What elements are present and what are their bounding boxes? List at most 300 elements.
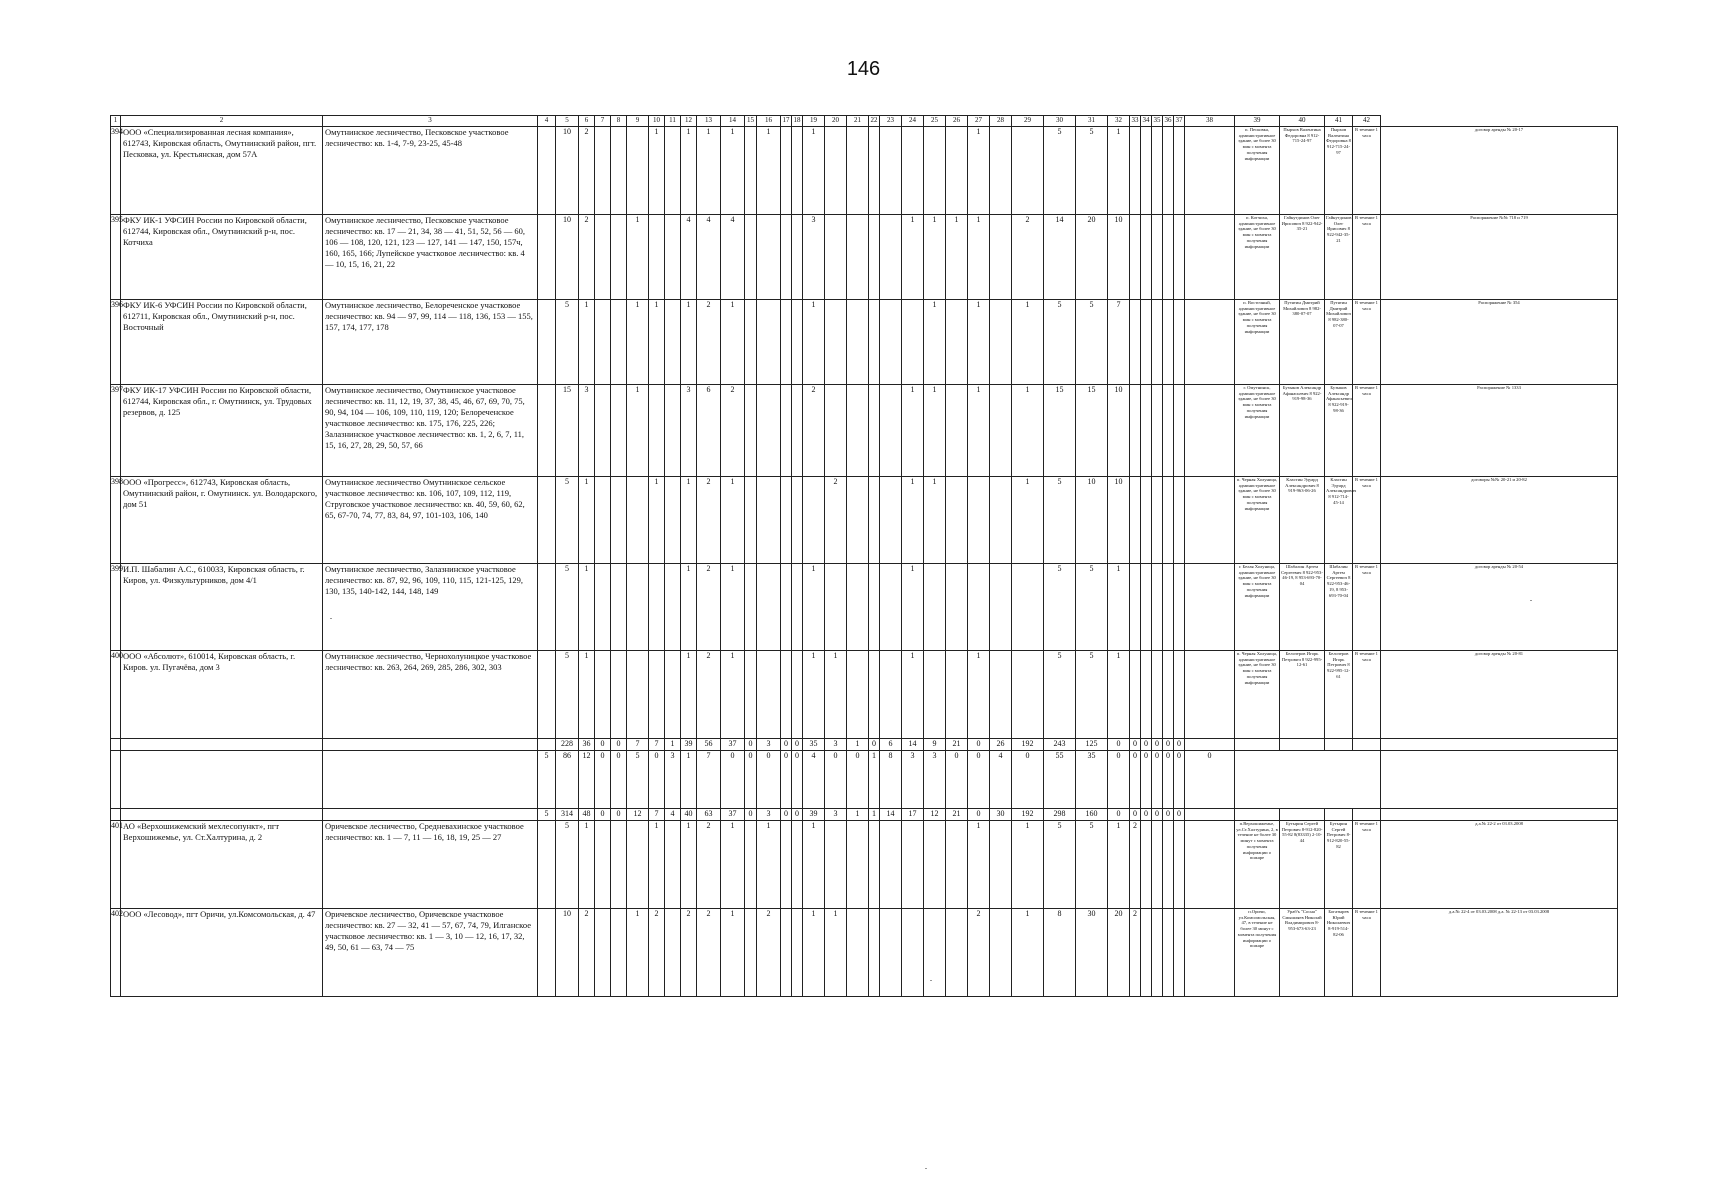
all-districts-value: 55 [1044,751,1076,809]
resource-count [1163,651,1174,739]
all-districts-value: 0 [825,751,847,809]
resource-count: 3 [579,385,595,477]
table-body [111,116,1618,997]
resource-count: 1 [649,821,665,909]
resource-count: 2 [1012,215,1044,300]
column-number: 40 [1280,116,1325,127]
resource-count: 10 [1108,385,1130,477]
resource-count [595,821,611,909]
resource-count [757,564,781,651]
resource-count: 5 [556,651,579,739]
resource-count [595,385,611,477]
subtotal-value: 1 [665,739,681,751]
resource-count [902,821,924,909]
resource-count [1141,909,1152,997]
column-number: 6 [579,116,595,127]
total-value: 0 [1174,809,1185,821]
resource-count [1163,127,1174,215]
resource-count [595,127,611,215]
empty-cell [1280,739,1325,751]
all-districts-value: 0 [1012,751,1044,809]
deployment-point: п.Оричи, ул.Комсомольская, 47, в течение не более 30 минут с момента получения информации о пожаре [1235,909,1280,997]
resource-count [847,564,869,651]
responsible-person: Гайнутдинов Олег Ирисович 8 922-942-35-21 [1280,215,1325,300]
location-cell: Омутнинское лесничество Омутнинское сельское участковое лесничество: кв. 106, 107, 109, 112, 119, Струговское участковое лесничество: кв. 40, 59, 60, 62, 65, 67-70, 74, 77, 83, 84, 97, 101-103, 106, 140 [323,477,538,564]
resource-count: 1 [968,215,990,300]
resource-count: 15 [1076,385,1108,477]
subtotal-value: 0 [1163,739,1174,751]
empty-cell [111,751,121,809]
resource-count [627,821,649,909]
column-number: 30 [1044,116,1076,127]
subtotal-value: 0 [1152,739,1163,751]
contact-person: Бутырин Сергей Петрович 8-912-820-55-82 [1325,821,1353,909]
resource-count: 1 [721,300,745,385]
resource-count [781,215,792,300]
resource-count: 2 [757,909,781,997]
resource-count [869,127,880,215]
resource-count: 5 [1044,477,1076,564]
resource-count [665,651,681,739]
location-cell: Омутнинское лесничество, Чернохолуницкое участковое лесничество: кв. 263, 264, 269, 285, 286, 302, 303 [323,651,538,739]
location-cell: Омутнинское лесничество, Песковское участковое лесничество: кв. 1-4, 7-9, 23-25, 45-48 [323,127,538,215]
empty-cell [1325,809,1353,821]
resource-count: 4 [681,215,697,300]
basis-document: Распоряжение № 354 [1381,300,1618,385]
resource-count [946,477,968,564]
resource-count [1130,651,1141,739]
deployment-point: п. Черная Холуница, административное здание, не более 30 мин с момента получения информации [1235,651,1280,739]
resource-count [880,385,902,477]
column-number: 10 [649,116,665,127]
basis-document: Распоряжение № 1333 [1381,385,1618,477]
resource-count [745,909,757,997]
empty-cell [1235,739,1280,751]
resource-count [880,127,902,215]
resource-count: 1 [627,385,649,477]
resource-count: 1 [1012,477,1044,564]
resource-count [847,651,869,739]
resource-count [792,909,803,997]
contact-person: Шабалин Артем Сергеевич 8 922-953-46-19, 8 953-693-70-04 [1325,564,1353,651]
all-districts-value: 35 [1076,751,1108,809]
resource-count [880,300,902,385]
resource-count [665,477,681,564]
resource-count [847,909,869,997]
column-number: 27 [968,116,990,127]
resource-count: 5 [1044,651,1076,739]
column-number: 11 [665,116,681,127]
table-row [111,477,1618,564]
resource-count [792,477,803,564]
all-districts-value: 3 [665,751,681,809]
resource-count [1185,909,1235,997]
column-number: 4 [538,116,556,127]
resource-count [792,651,803,739]
basis-document: договоры №№ 20-21 и 20-82 [1381,477,1618,564]
resource-count: 1 [1012,385,1044,477]
resource-count [1130,300,1141,385]
column-number: 36 [1163,116,1174,127]
column-number: 20 [825,116,847,127]
total-value: 0 [1152,809,1163,821]
all-districts-value: 8 [880,751,902,809]
resource-count [1163,215,1174,300]
resource-count [781,821,792,909]
basis-document: договор аренды № 20-81 [1381,651,1618,739]
column-number: 2 [121,116,323,127]
all-districts-value: 0 [847,751,869,809]
forest-fire-resources-table [110,115,1618,997]
all-districts-value: 86 [556,751,579,809]
empty-cell [121,809,323,821]
resource-count: 1 [902,564,924,651]
responsible-person: Пырхов Валентина Федоровна 8 912-715-24-97 [1280,127,1325,215]
resource-count [1174,909,1185,997]
resource-count [869,477,880,564]
total-value: 63 [697,809,721,821]
total-value: 1 [847,809,869,821]
resource-count: 14 [1044,215,1076,300]
resource-count: 15 [1044,385,1076,477]
total-value: 0 [1108,809,1130,821]
resource-count [595,564,611,651]
resource-count [880,477,902,564]
resource-count [611,127,627,215]
resource-count [825,300,847,385]
resource-count: 1 [757,821,781,909]
resource-count [1174,821,1185,909]
column-number: 22 [869,116,880,127]
resource-count [538,651,556,739]
response-time: В течение 1 часа [1353,821,1381,909]
subtotal-value: 7 [649,739,665,751]
resource-count: 1 [721,564,745,651]
total-value: 21 [946,809,968,821]
resource-count: 2 [579,127,595,215]
resource-count [781,651,792,739]
total-value: 3 [825,809,847,821]
column-number: 19 [803,116,825,127]
resource-count: 2 [697,300,721,385]
resource-count: 1 [803,300,825,385]
resource-count [825,127,847,215]
resource-count [757,477,781,564]
resource-count: 1 [681,127,697,215]
resource-count: 2 [681,909,697,997]
resource-count [1152,300,1163,385]
all-districts-value: 1 [869,751,880,809]
total-value: 39 [803,809,825,821]
subtotal-value [1185,739,1235,751]
column-number: 18 [792,116,803,127]
resource-count [880,215,902,300]
resource-count [781,477,792,564]
empty-cell [1353,739,1381,751]
resource-count [1012,651,1044,739]
resource-count: 1 [697,127,721,215]
row-number: 399 [111,564,121,651]
resource-count [595,215,611,300]
all-districts-value: 3 [924,751,946,809]
resource-count: 2 [803,385,825,477]
resource-count [880,564,902,651]
resource-count [990,564,1012,651]
organization-cell: ООО «Лесовод», пгт Оричи, ул.Комсомольская, д. 47 [121,909,323,997]
resource-count: 1 [803,651,825,739]
resource-count [745,385,757,477]
column-number: 33 [1130,116,1141,127]
all-districts-value: 0 [595,751,611,809]
scan-speck [1530,600,1532,601]
contact-person: Гайнутдинов Олег Ирисович 8 922-942-35-21 [1325,215,1353,300]
organization-cell: ООО «Абсолют», 610014, Кировская область, г. Киров. ул. Пугачёва, дом 3 [121,651,323,739]
contact-person: Путятин Дмитрий Михайлович 8 982-380-07-07 [1325,300,1353,385]
subtotal-value: 36 [579,739,595,751]
resource-count [1141,215,1152,300]
all-districts-value: 0 [781,751,792,809]
resource-count [1163,909,1174,997]
row-number: 394 [111,127,121,215]
resource-count: 5 [1044,821,1076,909]
scan-speck [930,980,932,981]
resource-count [538,564,556,651]
resource-count [745,300,757,385]
subtotal-value: 26 [990,739,1012,751]
resource-count: 1 [579,564,595,651]
column-number: 35 [1152,116,1163,127]
resource-count [1174,300,1185,385]
location-cell: Омутнинское лесничество, Омутнинское участковое лесничество: кв. 11, 12, 19, 37, 38, 45, 46, 67, 69, 70, 75, 90, 94, 104 — 106, 109, 110, 119, 120; Белореченское участковое лесничество: кв. 175, 176, 225, 226; Залазнинское участковое лесничество: кв. 1, 2, 6, 7, 11, 15, 16, 27, 28, 29, 50, 57, 66 [323,385,538,477]
column-number: 25 [924,116,946,127]
column-number: 15 [745,116,757,127]
resource-count: 1 [681,821,697,909]
resource-count [825,564,847,651]
contact-person: Кластин Эдуард Александрович 8 912-714-45-14 [1325,477,1353,564]
resource-count [847,477,869,564]
resource-count [792,385,803,477]
resource-count: 5 [1076,651,1108,739]
resource-count: 10 [1076,477,1108,564]
resource-count: 2 [825,477,847,564]
column-number: 9 [627,116,649,127]
resource-count: 5 [1044,564,1076,651]
resource-count [880,909,902,997]
basis-document [1381,751,1618,809]
resource-count: 1 [968,300,990,385]
responsible-person: Бузыков Александр Афанасьевич 8 922-919-98-36 [1280,385,1325,477]
resource-count: 5 [556,821,579,909]
resource-count [847,821,869,909]
resource-count [665,909,681,997]
location-cell: Омутнинское лесничество, Белореченское участковое лесничество: кв. 94 — 97, 99, 114 — 118, 136, 153 — 155, 157, 174, 177, 178 [323,300,538,385]
table-row [111,564,1618,651]
resource-count [902,909,924,997]
resource-count: 5 [1076,127,1108,215]
resource-count [792,215,803,300]
all-districts-value: 4 [990,751,1012,809]
resource-count: 2 [649,909,665,997]
resource-count [649,215,665,300]
total-value: 0 [792,809,803,821]
resource-count [1152,215,1163,300]
total-value: 192 [1012,809,1044,821]
resource-count: 2 [697,821,721,909]
total-value [1185,809,1235,821]
deployment-point: п. Песковка, административное здание, не более 30 мин с момента получения информации [1235,127,1280,215]
contact-person: Богатырев Юрий Николаевич 8-919-514-82-06 [1325,909,1353,997]
resource-count: 1 [681,564,697,651]
resource-count [611,385,627,477]
resource-count: 8 [1044,909,1076,997]
table-row [111,127,1618,215]
resource-count [792,127,803,215]
resource-count: 7 [1108,300,1130,385]
all-districts-value: 7 [697,751,721,809]
resource-count: 2 [697,651,721,739]
resource-count [745,564,757,651]
resource-count [968,477,990,564]
subtotal-value: 39 [681,739,697,751]
resource-count: 1 [627,215,649,300]
resource-count [611,477,627,564]
organization-cell: ООО «Специализированная лесная компания», 612743, Кировская область, Омутнинский район, пгт. Песковка, ул. Крестьянская, дом 57А [121,127,323,215]
resource-count [665,215,681,300]
resource-count [538,300,556,385]
subtotal-value: 3 [825,739,847,751]
resource-count [1130,215,1141,300]
resource-count: 10 [1108,477,1130,564]
resource-count [847,385,869,477]
subtotal-label [323,739,538,751]
resource-count [946,821,968,909]
resource-count [1130,477,1141,564]
resource-count: 1 [579,651,595,739]
resource-count [649,385,665,477]
resource-count [627,564,649,651]
resource-count [1141,477,1152,564]
empty-cell [111,809,121,821]
column-number: 42 [1353,116,1381,127]
resource-count: 1 [924,477,946,564]
contact-person: Белозеров Игорь Петрович 8 922-995-12-61 [1325,651,1353,739]
resource-count [595,651,611,739]
resource-count [990,215,1012,300]
resource-count [990,477,1012,564]
resource-count [946,127,968,215]
column-number: 26 [946,116,968,127]
organization-cell: И.П. Шабалин А.С., 610033, Кировская область, г. Киров, ул. Физкультурников, дом 4/1 [121,564,323,651]
organization-cell: ФКУ ИК-17 УФСИН России по Кировской области, 612744, Кировская обл., г. Омутнинск, ул. Трудовых резервов, д. 125 [121,385,323,477]
resource-count: 1 [902,477,924,564]
resource-count [781,909,792,997]
subtotal-value: 0 [869,739,880,751]
resource-count: 20 [1076,215,1108,300]
row-number: 402 [111,909,121,997]
resource-count [611,300,627,385]
resource-count [1185,821,1235,909]
resource-count [1185,300,1235,385]
responsible-person: Кластин Эдуард Александрович 8 919-963-06-26 [1280,477,1325,564]
resource-count [1141,821,1152,909]
column-number: 28 [990,116,1012,127]
column-number: 12 [681,116,697,127]
resource-count [611,564,627,651]
total-value: 12 [924,809,946,821]
all-districts-row [111,751,1618,809]
resource-count [902,127,924,215]
resource-count [665,127,681,215]
basis-document: Распоряжение №№ 718 и 719 [1381,215,1618,300]
basis-document: д.а.№ 22-2 от 03.03.2008 [1381,821,1618,909]
total-row [111,809,1618,821]
subtotal-value: 7 [627,739,649,751]
resource-count: 2 [579,909,595,997]
resource-count: 1 [757,127,781,215]
deployment-point: п. Черная Холуница, административное здание, не более 30 мин с момента получения информации [1235,477,1280,564]
subtotal-value: 243 [1044,739,1076,751]
resource-count: 6 [697,385,721,477]
subtotal-value: 0 [595,739,611,751]
resource-count [869,651,880,739]
page-number: 146 [846,58,881,80]
resource-count: 10 [556,909,579,997]
total-value: 4 [665,809,681,821]
scan-speck [330,618,332,619]
resource-count: 1 [924,385,946,477]
column-number: 31 [1076,116,1108,127]
resource-count [745,215,757,300]
column-number: 21 [847,116,869,127]
column-number: 13 [697,116,721,127]
resource-count [990,651,1012,739]
all-districts-value: 0 [611,751,627,809]
total-value: 0 [1163,809,1174,821]
response-time: В течение 1 часа [1353,909,1381,997]
resource-count [924,564,946,651]
resource-count: 2 [1130,821,1141,909]
resource-count [1152,564,1163,651]
resource-count [1185,215,1235,300]
resource-count: 1 [803,821,825,909]
column-number: 41 [1325,116,1353,127]
resource-count [847,300,869,385]
resource-count [611,909,627,997]
other-organizations [1235,751,1381,809]
resource-count [1130,385,1141,477]
resource-count [1185,564,1235,651]
resource-count [880,821,902,909]
resource-count: 1 [681,651,697,739]
resource-count [1163,300,1174,385]
response-time: В течение 1 часа [1353,300,1381,385]
resource-count [1152,385,1163,477]
response-time: В течение 1 часа [1353,651,1381,739]
resource-count [902,300,924,385]
resource-count [792,564,803,651]
resource-count [1130,127,1141,215]
resource-count: 2 [579,215,595,300]
total-value: 0 [1141,809,1152,821]
total-value: 314 [556,809,579,821]
resource-count [538,477,556,564]
resource-count: 5 [1076,821,1108,909]
total-value: 160 [1076,809,1108,821]
all-districts-value: 12 [579,751,595,809]
deployment-point: г. Омутнинск, административное здание, не более 30 мин с момента получения информации [1235,385,1280,477]
resource-count: 10 [556,127,579,215]
resource-count: 2 [968,909,990,997]
